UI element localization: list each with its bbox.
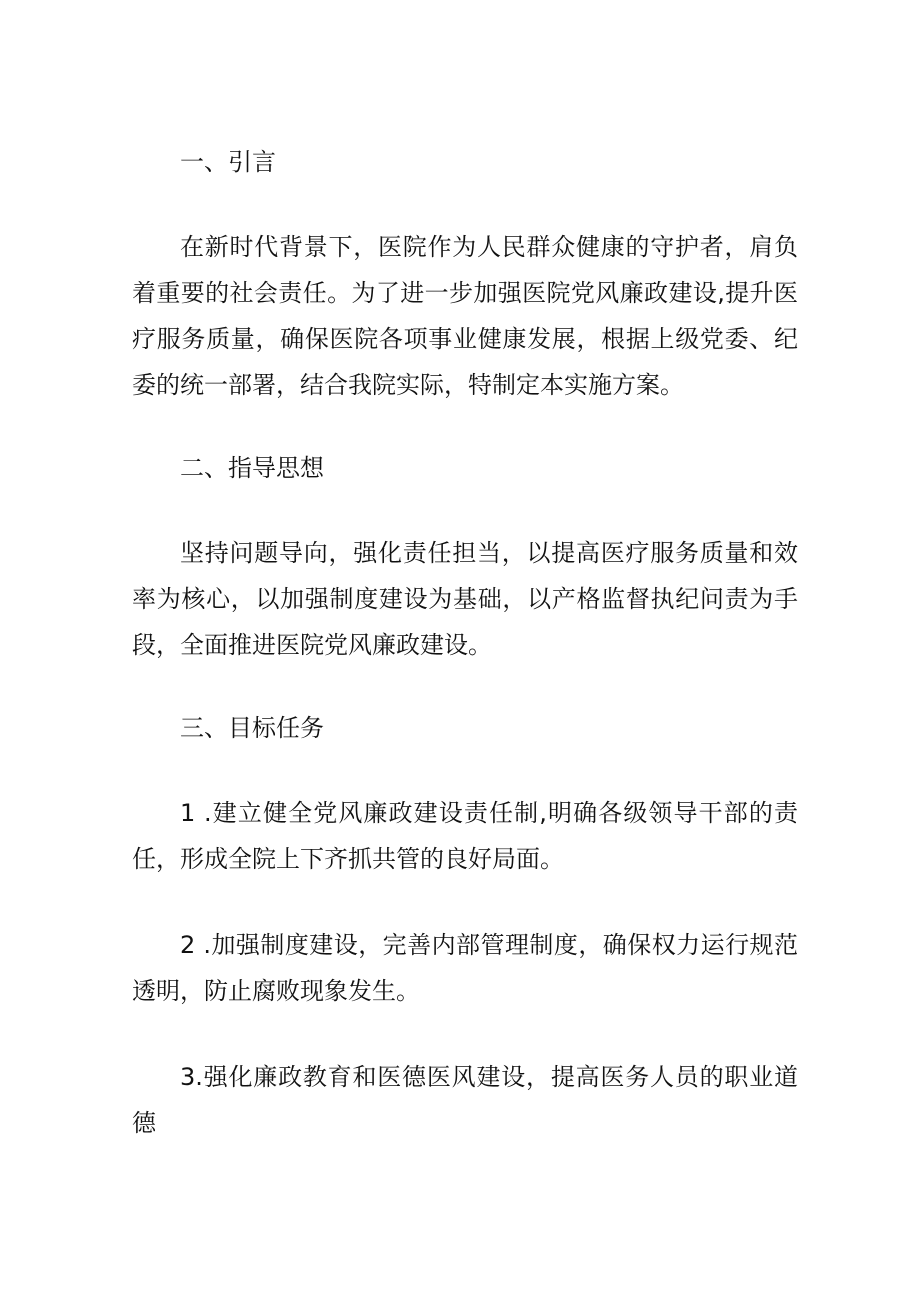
- spacer: [132, 488, 798, 530]
- task-item-1: 1 .建立健全党风廉政建设责任制,明确各级领导干部的责任，形成全院上下齐抓共管的良好局面。: [132, 799, 798, 873]
- paragraph-guiding-ideology: 坚持问题导向，强化责任担当，以提高医疗服务质量和效率为核心，以加强制度建设为基础，以产格监督执纪问责为手段，全面推进医院党风廉政建设。: [132, 539, 798, 659]
- spacer: [132, 1014, 798, 1054]
- spacer: [132, 408, 798, 448]
- paragraph-introduction: 在新时代背景下，医院作为人民群众健康的守护者，肩负着重要的社会责任。为了进一步加强医院党风廉政建设,提升医疗服务质量，确保医院各项事业健康发展，根据上级党委、纪委的统一部署，结合我院实际，特制定本实施方案。: [132, 233, 798, 399]
- spacer: [132, 748, 798, 790]
- section-heading-introduction: 一、引言: [180, 148, 276, 176]
- section-heading-guiding-ideology: 二、指导思想: [180, 454, 324, 482]
- spacer: [132, 182, 798, 224]
- spacer: [132, 668, 798, 708]
- task-item-2: 2 .加强制度建设，完善内部管理制度，确保权力运行规范透明，防止腐败现象发生。: [132, 931, 798, 1005]
- section-heading-goals-tasks: 三、目标任务: [180, 714, 324, 742]
- spacer: [132, 882, 798, 922]
- task-item-3: 3.强化廉政教育和医德医风建设，提高医务人员的职业道德: [132, 1063, 798, 1137]
